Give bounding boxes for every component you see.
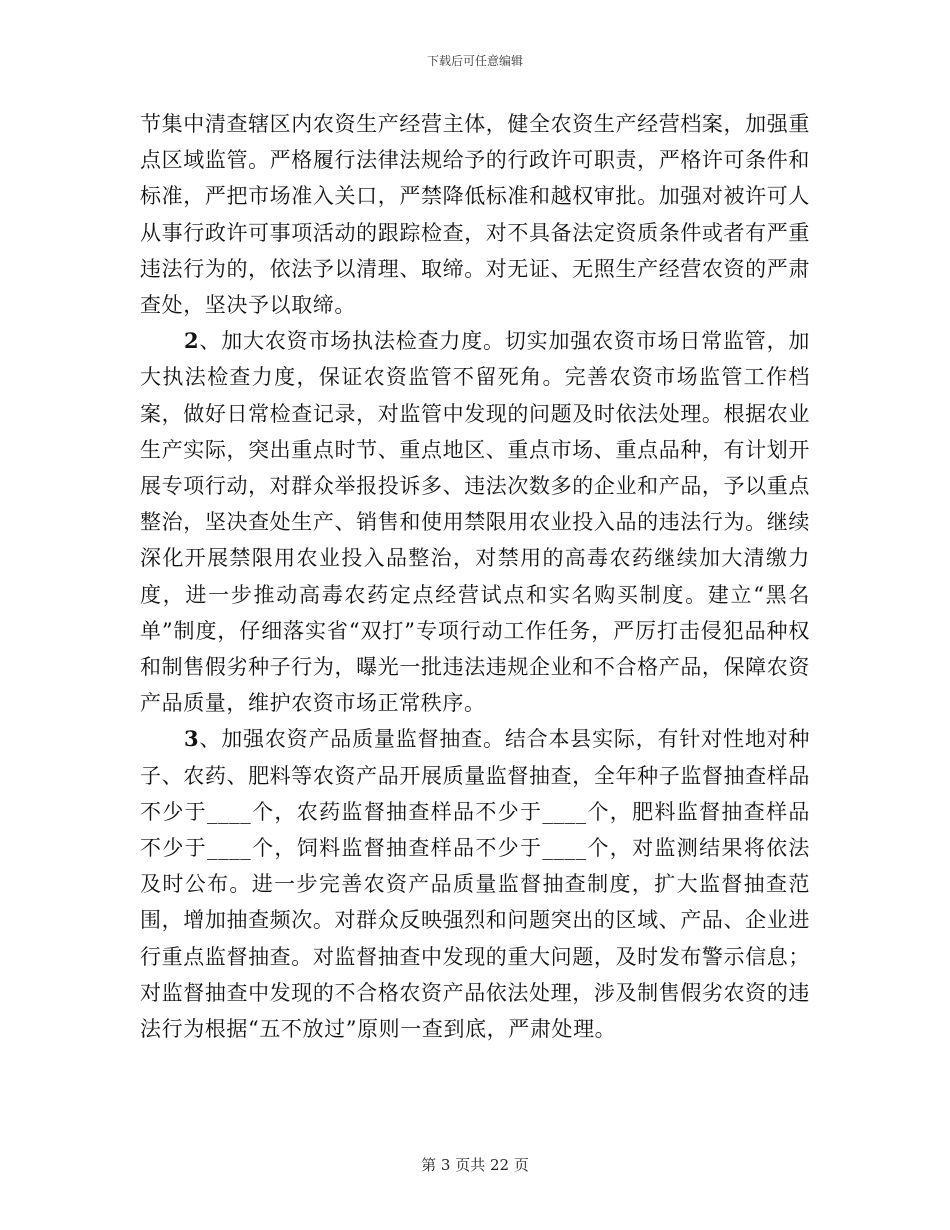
page-header: 下载后可任意编辑 [426, 54, 523, 68]
paragraph-item-3 [140, 721, 810, 1047]
paragraph-item-2 [140, 323, 810, 721]
paragraph-continuation [140, 106, 810, 323]
item-number: 3 [184, 726, 200, 752]
document-body [140, 106, 810, 1047]
paragraph-text: 节集中清查辖区内农资生产经营主体，健全农资生产经营档案，加强重点区域监管。严格履行法律法规给予的行政许可职责，严格许可条件和标准，严把市场准入关口，严禁降低标准和越权审批。加强对被许可人从事行政许可事项活动的跟踪检查，对不具备法定资质条件或者有严重违法行为的，依法予以清理、取缔。对无证、无照生产经营农资的严肃查处，坚决予以取缔。 [140, 112, 810, 318]
item-number: 2 [184, 328, 200, 354]
page-footer: 第 3 页共 22 页 [421, 1156, 529, 1174]
paragraph-text: 、加大农资市场执法检查力度。切实加强农资市场日常监管，加大执法检查力度，保证农资监管不留死角。完善农资市场监管工作档案，做好日常检查记录，对监管中发现的问题及时依法处理。根据农业生产实际，突出重点时节、重点地区、重点市场、重点品种，有计划开展专项行动，对群众举报投诉多、违法次数多的企业和产品，予以重点整治，坚决查处生产、销售和使用禁限用农业投入品的违法行为。继续深化开展禁限用农业投入品整治，对禁用的高毒农药继续加大清缴力度，进一步推动高毒农药定点经营试点和实名购买制度。建立“黑名单”制度，仔细落实省“双打”专项行动工作任务，严厉打击侵犯品种权和制售假劣种子行为，曝光一批违法违规企业和不合格产品，保障农资产品质量，维护农资市场正常秩序。 [140, 329, 810, 716]
paragraph-text: 、加强农资产品质量监督抽查。结合本县实际，有针对性地对种子、农药、肥料等农资产品开展质量监督抽查，全年种子监督抽查样品不少于____个，农药监督抽查样品不少于____个，肥料监督抽查样品不少于____个，饲料监督抽查样品不少于____个，对监测结果将依法及时公布。进一步完善农资产品质量监督抽查制度，扩大监督抽查范围，增加抽查频次。对群众反映强烈和问题突出的区域、产品、企业进行重点监督抽查。对监督抽查中发现的重大问题，及时发布警示信息；对监督抽查中发现的不合格农资产品依法处理，涉及制售假劣农资的违法行为根据“五不放过”原则一查到底，严肃处理。 [140, 727, 810, 1042]
